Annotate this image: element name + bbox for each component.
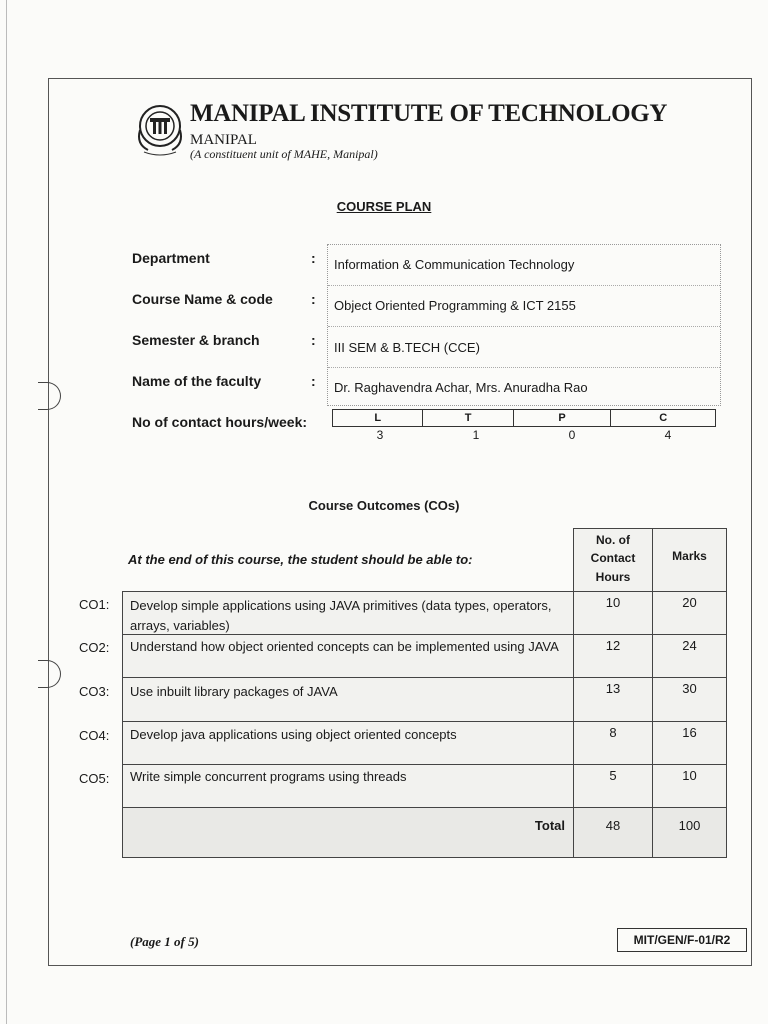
info-box	[327, 244, 721, 406]
hours-label: No of contact hours/week:	[132, 414, 308, 430]
co-hours: 5	[609, 768, 617, 783]
course-label: Course Name & code	[132, 291, 273, 307]
ltpc-value-t: 1	[472, 428, 480, 442]
semester-value: III SEM & B.TECH (CCE)	[334, 340, 480, 355]
hours-cell	[573, 634, 653, 678]
semester-label: Semester & branch	[132, 332, 260, 348]
total-marks-cell	[652, 807, 727, 858]
outcomes-table	[122, 528, 727, 858]
co-description: Use inbuilt library packages of JAVA	[130, 684, 338, 699]
department-label: Department	[132, 250, 210, 266]
hours-cell	[573, 677, 653, 722]
table-row	[122, 591, 574, 635]
table-row	[122, 721, 574, 765]
faculty-label: Name of the faculty	[132, 373, 262, 389]
ltpc-header-table	[332, 409, 716, 427]
info-row	[328, 368, 720, 408]
header-marks-cell	[652, 528, 727, 592]
page-title: COURSE PLAN	[336, 199, 432, 214]
header-hours-cell	[573, 528, 653, 592]
co-marks: 16	[682, 725, 697, 740]
colon: :	[311, 373, 316, 389]
ltpc-header-t: T	[423, 410, 513, 427]
table-row	[122, 634, 574, 678]
institute-subtitle: (A constituent unit of MAHE, Manipal)	[190, 147, 378, 161]
co-id: CO5:	[79, 771, 110, 786]
table-row	[122, 764, 574, 808]
page-number: (Page 1 of 5)	[130, 934, 199, 949]
ltpc-value-l: 3	[376, 428, 384, 442]
total-row	[122, 807, 574, 858]
total-hours-cell	[573, 807, 653, 858]
co-hours: 10	[605, 595, 621, 610]
colon: :	[311, 332, 316, 348]
hours-cell	[573, 721, 653, 765]
ltpc-value-c: 4	[664, 428, 672, 442]
co-hours: 8	[609, 725, 617, 740]
info-row	[328, 327, 720, 368]
header-hours-line1: No. of	[596, 533, 630, 547]
table-row	[122, 677, 574, 722]
ltpc-value-p: 0	[568, 428, 576, 442]
co-description: Write simple concurrent programs using threads	[130, 769, 407, 784]
faculty-value: Dr. Raghavendra Achar, Mrs. Anuradha Rao	[334, 380, 588, 395]
info-row	[328, 286, 720, 327]
co-description: Develop simple applications using JAVA primitives (data types, operators, arrays, variables)	[130, 598, 552, 633]
ltpc-values	[332, 428, 716, 444]
hours-cell	[573, 764, 653, 808]
co-marks: 10	[682, 768, 697, 783]
marks-cell	[652, 764, 727, 808]
co-marks: 20	[682, 595, 697, 610]
institute-name: MANIPAL INSTITUTE OF TECHNOLOGY	[190, 100, 668, 127]
department-value: Information & Communication Technology	[334, 257, 575, 272]
co-marks: 24	[682, 638, 697, 653]
ltpc-header-l: L	[333, 410, 423, 427]
institute-logo-icon	[132, 100, 188, 158]
header-marks: Marks	[672, 549, 707, 563]
co-id: CO4:	[79, 728, 110, 743]
ltpc-header-p: P	[513, 410, 611, 427]
outcomes-heading: Course Outcomes (COs)	[308, 498, 460, 513]
marks-cell	[652, 677, 727, 722]
info-row	[328, 245, 720, 286]
institute-city: MANIPAL	[190, 132, 257, 148]
total-hours: 48	[605, 818, 621, 833]
colon: :	[311, 250, 316, 266]
co-hours: 13	[605, 681, 621, 696]
form-code: MIT/GEN/F-01/R2	[617, 928, 747, 952]
marks-cell	[652, 634, 727, 678]
marks-cell	[652, 721, 727, 765]
hours-cell	[573, 591, 653, 635]
co-id: CO3:	[79, 684, 110, 699]
header-hours-line2: Contact	[590, 551, 636, 565]
marks-cell	[652, 591, 727, 635]
total-marks: 100	[678, 818, 701, 833]
co-id: CO2:	[79, 640, 110, 655]
co-description: Develop java applications using object oriented concepts	[130, 727, 457, 742]
ltpc-header-c: C	[611, 410, 716, 427]
co-hours: 12	[605, 638, 621, 653]
co-description: Understand how object oriented concepts can be implemented using JAVA	[130, 639, 559, 654]
header-hours-line3: Hours	[595, 570, 631, 584]
co-marks: 30	[682, 681, 697, 696]
course-value: Object Oriented Programming & ICT 2155	[334, 298, 576, 313]
colon: :	[311, 291, 316, 307]
co-id: CO1:	[79, 597, 110, 612]
total-label: Total	[534, 818, 565, 833]
outcomes-intro: At the end of this course, the student should be able to:	[128, 552, 473, 567]
